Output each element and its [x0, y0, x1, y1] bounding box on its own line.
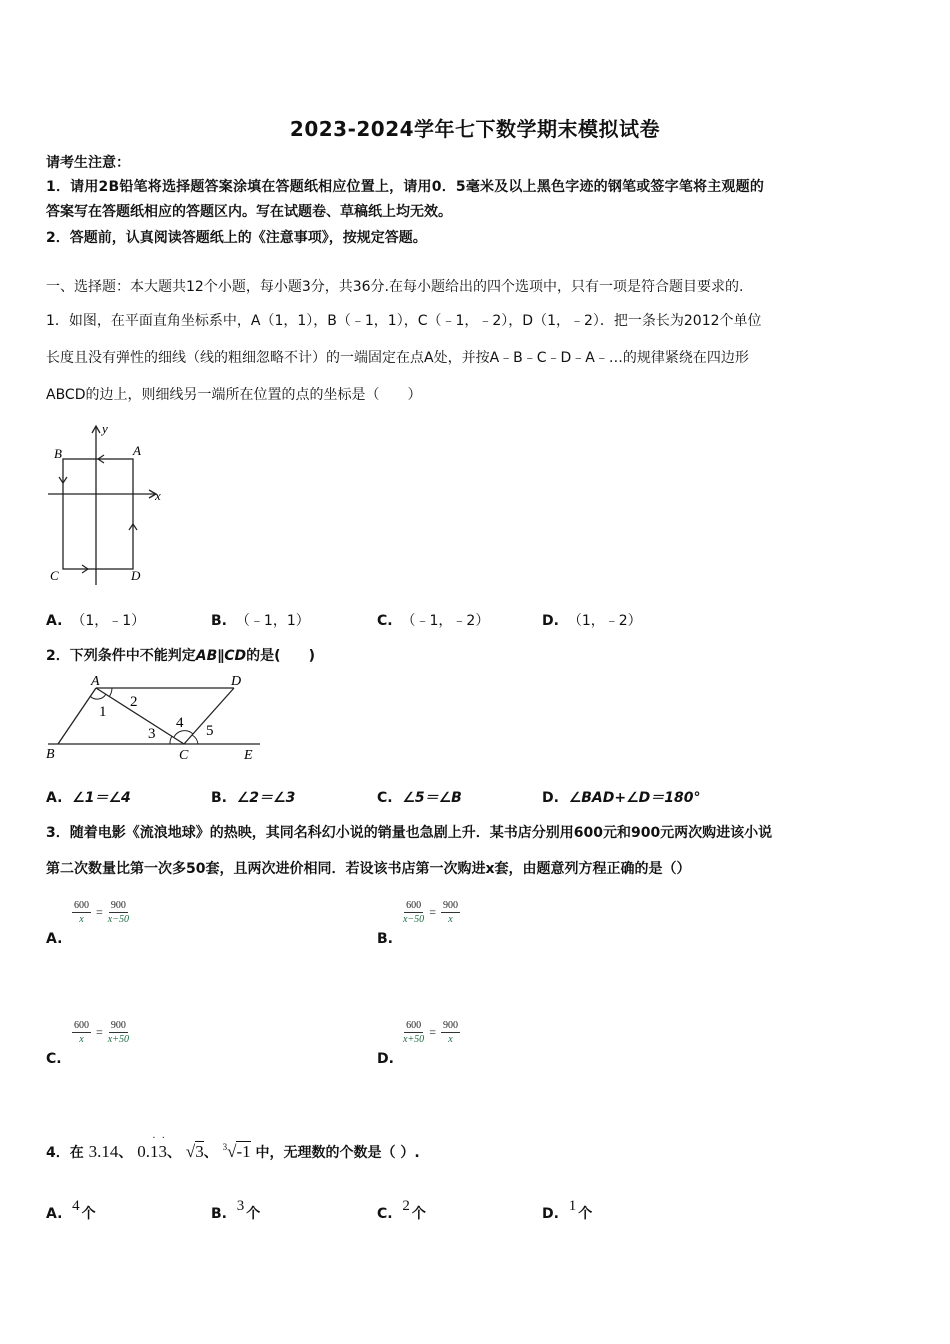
q3-option-b-letter: B.	[377, 931, 393, 947]
label-x: x	[155, 488, 161, 503]
notice-line-2: 2．答题前，认真阅读答题纸上的《注意事项》，按规定答题。	[46, 230, 427, 246]
q1-option-b: B. （﹣1，1）	[211, 613, 310, 629]
label-B: B	[54, 446, 62, 461]
q3-option-a-equation: $\frac{600}{x}$ = $\frac{900}{x-50}$	[74, 900, 129, 925]
q1-option-d: D. （1，﹣2）	[542, 613, 642, 629]
q3-line-1: 3．随着电影《流浪地球》的热映，其同名科幻小说的销量也急剧上升．某书店分别用600元和900元两次购进该小说	[46, 825, 773, 841]
label-A: A	[133, 443, 141, 458]
page-title: 2023-2024学年七下数学期末模拟试卷	[289, 117, 661, 141]
q1-line-1: 1．如图，在平面直角坐标系中，A（1，1），B（﹣1，1），C（﹣1，﹣2），D（1，﹣2）．把一条长为2012个单位	[46, 313, 762, 329]
q3-option-a-letter: A.	[46, 931, 63, 947]
label-3: 3	[148, 726, 156, 742]
q2-option-c: C. ∠5＝∠B	[377, 790, 462, 806]
label-1: 1	[99, 704, 107, 720]
q3-option-c-equation: $\frac{600}{x}$ = $\frac{900}{x+50}$	[74, 1020, 129, 1045]
q1-option-c: C. （﹣1，﹣2）	[377, 613, 490, 629]
q3-option-c-letter: C.	[46, 1051, 62, 1067]
label-D: D	[231, 674, 242, 689]
q1-line-2: 长度且没有弹性的细线（线的粗细忽略不计）的一端固定在点A处，并按A﹣B﹣C﹣D﹣A﹣…的规律紧绕在四边形	[46, 350, 749, 366]
label-2: 2	[130, 694, 138, 710]
q2-option-b: B. ∠2＝∠3	[211, 790, 296, 806]
angle-arc-3	[170, 736, 172, 744]
label-y: y	[102, 421, 108, 436]
q1-figure	[44, 420, 169, 590]
notice-line-1b: 答案写在答题纸相应的答题区内。写在试题卷、草稿纸上均无效。	[46, 204, 452, 220]
label-5: 5	[206, 723, 214, 739]
angle-arc-5	[192, 735, 198, 744]
section-heading: 一、选择题：本大题共12个小题，每小题3分，共36分.在每小题给出的四个选项中，只有一项是符合题目要求的.	[46, 279, 744, 295]
angle-arc-2	[109, 688, 112, 697]
label-E: E	[244, 748, 253, 763]
label-A: A	[91, 674, 100, 689]
label-4: 4	[176, 715, 184, 731]
notice-heading: 请考生注意：	[46, 155, 130, 171]
label-D: D	[131, 568, 141, 583]
q3-line-2: 第二次数量比第一次多50套，且两次进价相同．若设该书店第一次购进x套，由题意列方程正确的是（）	[46, 861, 691, 877]
q4-option-c: C. 2 个	[377, 1198, 426, 1222]
q4-option-a: A. 4 个	[46, 1198, 96, 1222]
label-B: B	[46, 747, 55, 762]
q3-option-b-equation: $\frac{600}{x-50}$ = $\frac{900}{x}$	[403, 900, 458, 925]
q4-stem: 4．在 3.14、 0.13 ·· 、 √3、 $^3$√-1 中，无理数的个数是（ ）.	[46, 1133, 420, 1161]
q4-option-d: D. 1 个	[542, 1198, 593, 1222]
notice-line-1a: 1．请用2B铅笔将选择题答案涂填在答题纸相应位置上，请用0．5毫米及以上黑色字迹的钢笔或签字笔将主观题的	[46, 179, 765, 195]
rectangle-abcd	[63, 459, 133, 569]
q3-option-d-letter: D.	[377, 1051, 394, 1067]
label-C: C	[179, 748, 189, 763]
q3-option-d-equation: $\frac{600}{x+50}$ = $\frac{900}{x}$	[403, 1020, 458, 1045]
q2-figure	[44, 670, 264, 765]
angle-arc-4	[174, 731, 193, 737]
q4-option-b: B. 3 个	[211, 1198, 261, 1222]
q2-option-d: D. ∠BAD+∠D＝180°	[542, 790, 701, 806]
q1-line-3: ABCD的边上，则细线另一端所在位置的点的坐标是（ ）	[46, 387, 422, 403]
angle-arc-1	[90, 694, 106, 699]
label-C: C	[50, 568, 59, 583]
q2-option-a: A. ∠1＝∠4	[46, 790, 131, 806]
q2-stem: 2．下列条件中不能判定AB∥CD的是( )	[46, 648, 315, 664]
q1-option-a: A. （1，﹣1）	[46, 613, 146, 629]
